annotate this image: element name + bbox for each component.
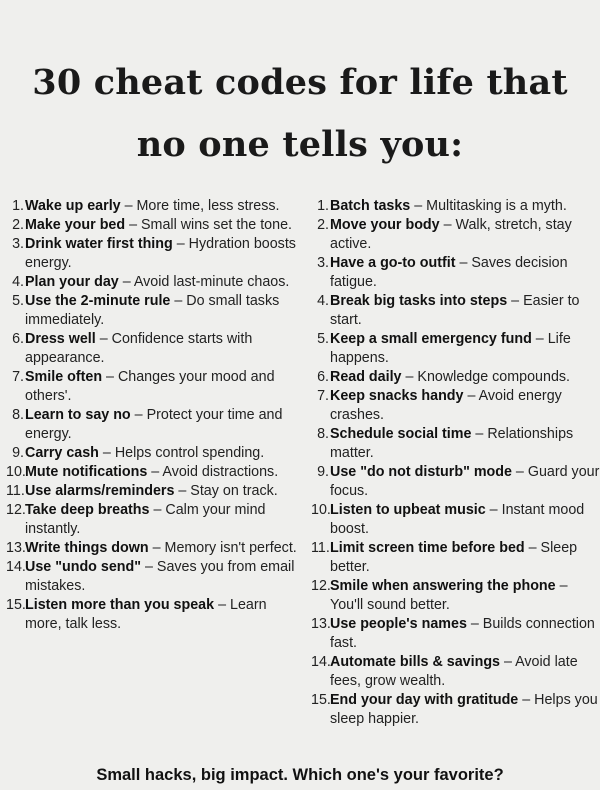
left-tips-list (6, 197, 302, 634)
tip-text (24, 330, 302, 368)
tip-text (24, 596, 302, 634)
tip-text (24, 482, 278, 501)
tip-item (6, 596, 302, 634)
tip-item (6, 482, 302, 501)
tip-description: – Walk, stretch, stay active. (330, 217, 572, 252)
footer-caption: Small hacks, big impact. Which one's your favorite? (96, 766, 504, 784)
tip-number: 2. (317, 217, 329, 233)
tip-heading: Plan your day (25, 274, 119, 290)
tip-heading: Break big tasks into steps (330, 293, 508, 309)
tip-item (311, 691, 600, 729)
tip-number: 6. (12, 331, 24, 347)
tip-text (24, 273, 289, 292)
tip-item (311, 197, 600, 216)
tip-number: 3. (12, 236, 24, 252)
tip-heading: Make your bed (25, 217, 126, 233)
tip-heading: Listen more than you speak (25, 597, 215, 613)
tip-number: 4. (317, 293, 329, 309)
tip-item (6, 406, 302, 444)
tip-number: 8. (12, 407, 24, 423)
tip-number: 12. (6, 502, 26, 518)
tip-heading: Keep snacks handy (330, 388, 464, 404)
tip-description: – Stay on track. (174, 483, 278, 499)
tip-item (6, 235, 302, 273)
tip-text (329, 292, 600, 330)
tip-number: 14. (6, 559, 26, 575)
tip-heading: Batch tasks (330, 198, 411, 214)
tip-heading: Schedule social time (330, 426, 472, 442)
tip-item (311, 368, 600, 387)
tip-text (24, 539, 297, 558)
tip-text (329, 197, 567, 216)
tip-number: 6. (317, 369, 329, 385)
tip-heading: Wake up early (25, 198, 121, 214)
tip-item (311, 463, 600, 501)
tip-item (6, 368, 302, 406)
tip-text (24, 216, 292, 235)
tip-item (311, 653, 600, 691)
tip-item (311, 615, 600, 653)
tip-item (311, 387, 600, 425)
tip-text (329, 539, 600, 577)
tip-description: – Knowledge compounds. (401, 369, 571, 385)
tip-text (24, 406, 302, 444)
tip-item (311, 577, 600, 615)
title-line-2: no one tells you: (136, 124, 464, 165)
tip-number: 13. (6, 540, 26, 556)
tip-heading: Take deep breaths (25, 502, 150, 518)
tip-number: 1. (317, 198, 329, 214)
tip-text (24, 292, 302, 330)
tip-description: – Memory isn't perfect. (148, 540, 297, 556)
tip-description: – Helps you sleep happier. (330, 692, 598, 727)
tip-text (24, 235, 302, 273)
tip-text (24, 463, 278, 482)
tip-number: 7. (12, 369, 24, 385)
tip-description: – Saves you from email mistakes. (25, 559, 295, 594)
tip-item (311, 254, 600, 292)
tip-item (6, 330, 302, 368)
tip-text (329, 387, 600, 425)
tip-text (24, 197, 280, 216)
tip-heading: Automate bills & savings (330, 654, 501, 670)
tip-heading: Learn to say no (25, 407, 131, 423)
tip-text (24, 368, 302, 406)
tip-description: – Sleep better. (330, 540, 578, 575)
tip-number: 5. (317, 331, 329, 347)
tip-text (329, 577, 600, 615)
tip-heading: Use "undo send" (25, 559, 142, 575)
tip-number: 15. (311, 692, 331, 708)
tip-description: – Small wins set the tone. (125, 217, 292, 233)
tip-description: – Hydration boosts energy. (25, 236, 296, 271)
tip-description: – Easier to start. (330, 293, 580, 328)
tip-item (6, 501, 302, 539)
tip-description: – More time, less stress. (120, 198, 280, 214)
tip-number: 11. (6, 483, 25, 499)
tip-text (329, 425, 600, 463)
tip-heading: Use people's names (330, 616, 467, 632)
tip-item (6, 558, 302, 596)
page-title (0, 52, 600, 176)
tip-heading: Keep a small emergency fund (330, 331, 532, 347)
tip-item (6, 197, 302, 216)
tip-heading: Have a go-to outfit (330, 255, 456, 271)
tip-number: 1. (12, 198, 24, 214)
tip-description: – Relationships matter. (330, 426, 574, 461)
tip-number: 15. (6, 597, 26, 613)
tip-number: 3. (317, 255, 329, 271)
tip-item (6, 444, 302, 463)
tip-number: 8. (317, 426, 329, 442)
tip-number: 14. (311, 654, 331, 670)
tip-number: 9. (317, 464, 329, 480)
title-line-1: 30 cheat codes for life that (32, 62, 568, 103)
tip-item (311, 292, 600, 330)
tip-text (329, 330, 600, 368)
tip-description: – Avoid energy crashes. (330, 388, 562, 423)
tip-heading: Move your body (330, 217, 440, 233)
tip-text (329, 653, 600, 691)
tip-description: – Multitasking is a myth. (410, 198, 567, 214)
tip-number: 11. (311, 540, 330, 556)
tip-text (24, 444, 264, 463)
tip-item (6, 292, 302, 330)
tip-heading: Read daily (330, 369, 402, 385)
tip-description: – Changes your mood and others'. (25, 369, 275, 404)
tip-description: – Calm your mind instantly. (25, 502, 266, 537)
tip-number: 10. (6, 464, 26, 480)
tip-description: – Do small tasks immediately. (25, 293, 280, 328)
tip-heading: Drink water first thing (25, 236, 173, 252)
tip-text (329, 216, 600, 254)
tip-item (311, 330, 600, 368)
tip-heading: Use the 2-minute rule (25, 293, 171, 309)
tip-heading: Use "do not disturb" mode (330, 464, 512, 480)
tip-number: 7. (317, 388, 329, 404)
tip-text (24, 501, 302, 539)
tip-number: 9. (12, 445, 24, 461)
tip-description: – Life happens. (330, 331, 571, 366)
tip-description: – Guard your focus. (330, 464, 600, 499)
tip-item (6, 273, 302, 292)
tip-item (311, 539, 600, 577)
tip-description: – Learn more, talk less. (25, 597, 267, 632)
tip-item (311, 216, 600, 254)
tip-item (6, 463, 302, 482)
tip-description: – Protect your time and energy. (25, 407, 283, 442)
tip-heading: End your day with gratitude (330, 692, 519, 708)
tip-item (311, 425, 600, 463)
tip-description: – Saves decision fatigue. (330, 255, 568, 290)
tip-number: 2. (12, 217, 24, 233)
tip-heading: Carry cash (25, 445, 99, 461)
tip-number: 12. (311, 578, 331, 594)
tip-text (329, 501, 600, 539)
tip-text (24, 558, 302, 596)
tip-description: – Builds connection fast. (330, 616, 595, 651)
tip-number: 10. (311, 502, 331, 518)
right-tips-list (311, 197, 600, 729)
tip-text (329, 691, 600, 729)
tip-number: 4. (12, 274, 24, 290)
tip-item (6, 539, 302, 558)
tip-description: – Helps control spending. (98, 445, 265, 461)
tip-heading: Dress well (25, 331, 96, 347)
tip-text (329, 463, 600, 501)
tip-description: – Avoid last-minute chaos. (118, 274, 290, 290)
tip-item (6, 216, 302, 235)
tip-number: 5. (12, 293, 24, 309)
tip-description: – Avoid distractions. (147, 464, 279, 480)
tip-heading: Write things down (25, 540, 149, 556)
tip-text (329, 615, 600, 653)
tip-text (329, 254, 600, 292)
tip-heading: Listen to upbeat music (330, 502, 486, 518)
tip-item (311, 501, 600, 539)
tip-heading: Mute notifications (25, 464, 148, 480)
tip-description: – Confidence starts with appearance. (25, 331, 253, 366)
tip-description: – Avoid late fees, grow wealth. (330, 654, 578, 689)
tip-description: – You'll sound better. (330, 578, 568, 613)
tip-description: – Instant mood boost. (330, 502, 585, 537)
tip-text (329, 368, 570, 387)
tip-heading: Use alarms/reminders (25, 483, 175, 499)
tip-heading: Smile often (25, 369, 103, 385)
tip-heading: Smile when answering the phone (330, 578, 556, 594)
tip-number: 13. (311, 616, 331, 632)
tip-heading: Limit screen time before bed (330, 540, 525, 556)
